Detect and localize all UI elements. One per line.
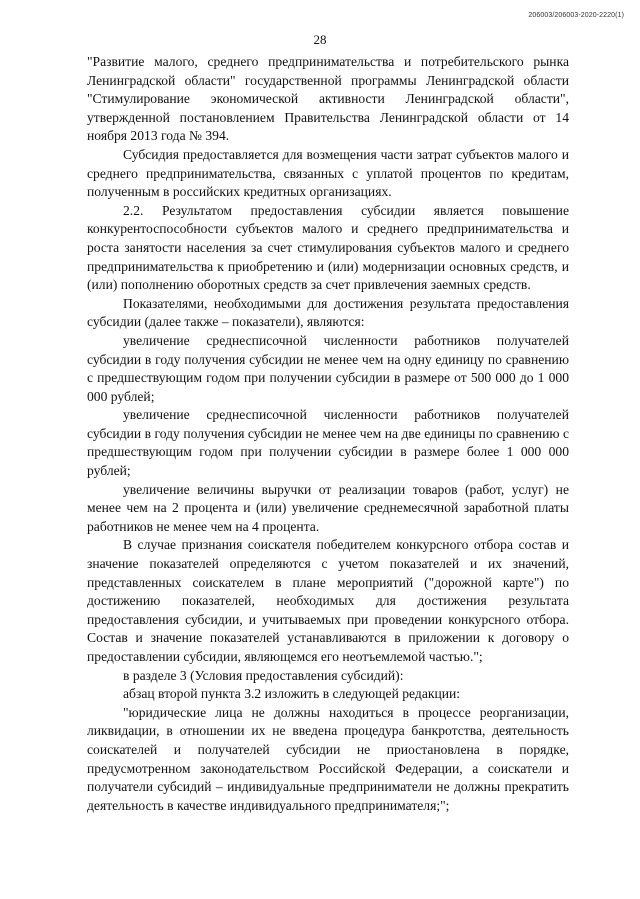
document-body (87, 53, 569, 815)
paragraph-2-2-result: 2.2. Результатом предоставления субсидии является повышение конкурентоспособности субъектов малого и среднего предпринимательства и роста занятости населения за счет стимулирования субъектов малого и среднего предпринимательства к приобретению и (или) модернизации основных средств, и (или) пополнению оборотных средств за счет привлечения заемных средств. (87, 202, 569, 293)
paragraph-indicator-one-unit: увеличение среднесписочной численности работников получателей субсидии в году получения субсидии не менее чем на одну единицу по сравнению с предшествующим годом при получении субсидии в размере от 500 000 до 1 000 000 рублей; (87, 332, 569, 404)
paragraph-competition-winner: В случае признания соискателя победителем конкурсного отбора состав и значение показателей определяются с учетом показателей и их значений, представленных соискателем в плане мероприятий ("дорожной карте") по достижению показателей, необходимых для достижения результата предоставления субсидии, и учитываемых при проведении конкурсного отбора. Состав и значение показателей устанавливаются в приложении к договору о предоставлении субсидии, являющемся его неотъемлемой частью."; (87, 537, 569, 664)
paragraph-indicator-revenue: увеличение величины выручки от реализации товаров (работ, услуг) не менее чем на 2 процента и (или) увеличение среднемесячной заработной платы работников не менее чем на 4 процента. (87, 481, 569, 534)
page-number: 28 (313, 32, 327, 47)
paragraph-3-2-amendment: абзац второй пункта 3.2 изложить в следующей редакции: (123, 686, 461, 702)
document-id: 206003/206003-2020-2220(1) (528, 12, 624, 19)
paragraph-indicator-two-units: увеличение среднесписочной численности работников получателей субсидии в году получения субсидии не менее чем на две единицы по сравнению с предшествующим годом при получении субсидии в размере более 1 000 000 рублей; (87, 407, 569, 479)
paragraph-legal-entities: "юридические лица не должны находиться в процессе реорганизации, ликвидации, в отношении их не введена процедура банкротства, деятельность соискателей и получателей субсидии не приостановлена в порядке, предусмотренном законодательством Российской Федерации, а соискатели и получатели субсидий – индивидуальные предприниматели не должны прекратить деятельность в качестве индивидуального предпринимателя;"; (87, 704, 569, 813)
paragraph-subsidy-purpose: Субсидия предоставляется для возмещения части затрат субъектов малого и среднего предпринимательства, связанных с уплатой процентов по кредитам, полученным в российских кредитных организациях. (87, 146, 569, 200)
paragraph-indicators-intro: Показателями, необходимыми для достижения результата предоставления субсидии (далее также – показатели), являются: (87, 295, 569, 330)
paragraph-section-3: в разделе 3 (Условия предоставления субсидий): (123, 667, 404, 683)
paragraph-program-name: "Развитие малого, среднего предпринимательства и потребительского рынка Ленинградской области" государственной программы Ленинградской области "Стимулирование экономической активности Ленинградской области", утвержденной постановлением Правительства Ленинградской области от 14 ноября 2013 года № 394. (87, 54, 569, 144)
